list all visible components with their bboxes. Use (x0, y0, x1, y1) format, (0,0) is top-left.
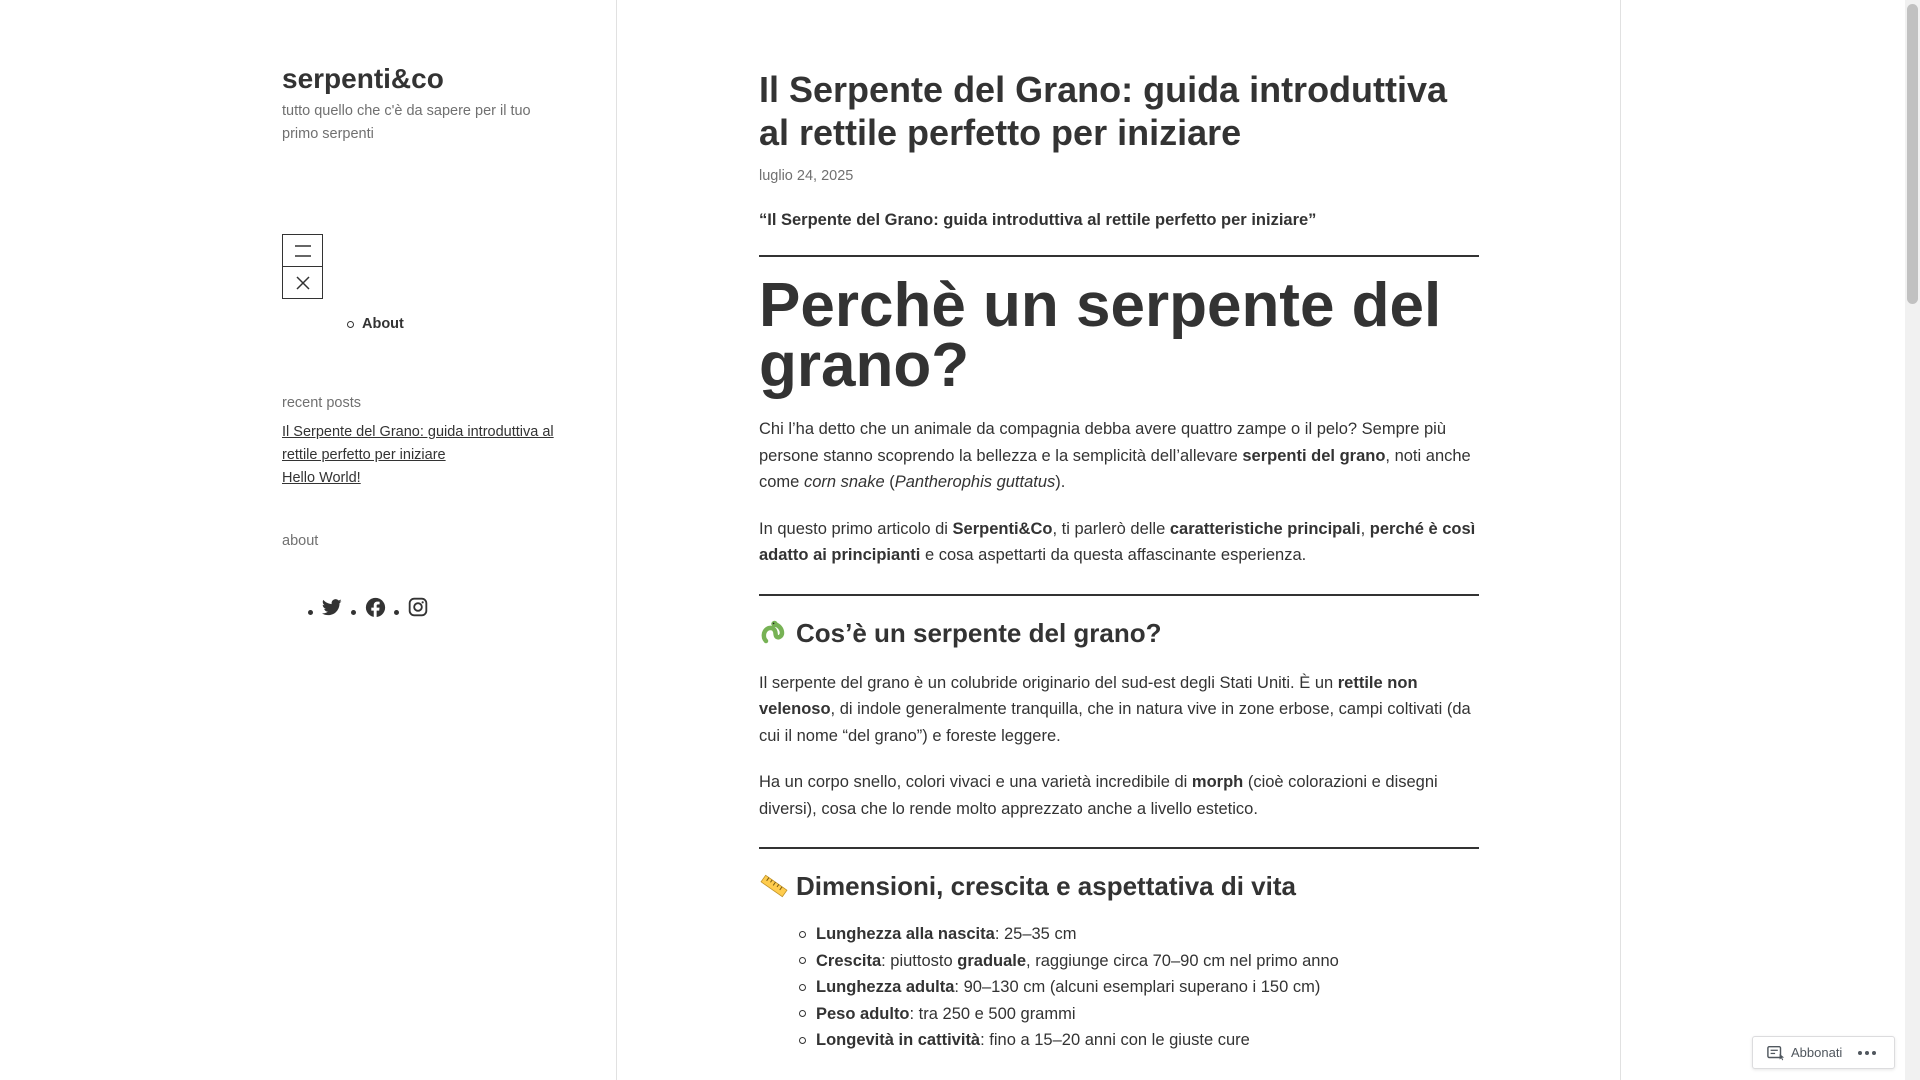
separator (759, 847, 1479, 849)
main-content (618, 0, 1621, 1080)
menu-close-button[interactable] (282, 266, 323, 299)
snake-emoji-icon (759, 618, 789, 648)
separator (759, 594, 1479, 596)
list-bullet (308, 610, 313, 615)
post-title: Il Serpente del Grano: guida introduttiva al rettile perfetto per iniziare (759, 69, 1448, 153)
subscribe-bar (1752, 1036, 1895, 1069)
paragraph: Chi l’ha detto che un animale da compagnia debba avere quattro zampe o il pelo? Sempre più persone stanno scoprendo la bellezza e la semplicità dell’allevare serpenti del grano, noti anche come corn snake (Pantherophis guttatus). (759, 420, 1471, 491)
list-bullet (351, 610, 356, 615)
section-heading-why: Perchè un serpente del grano? (759, 271, 1442, 400)
scrollbar-thumb[interactable] (1907, 4, 1918, 304)
paragraph: Ha un corpo snello, colori vivaci e una varietà incredibile di morph (cioè colorazioni e disegni diversi), cosa che lo rende molto apprezzato anche a livello estetico. (759, 773, 1438, 818)
facts-list (799, 921, 1479, 1054)
menu-open-button[interactable] (282, 234, 323, 267)
list-item: Lunghezza adulta: 90–130 cm (alcuni esemplari superano i 150 cm) (799, 974, 1479, 1001)
section-heading-what: Cos’è un serpente del grano? (759, 616, 1479, 650)
recent-posts-list (282, 421, 562, 490)
subscribe-button[interactable] (1753, 1037, 1842, 1068)
post-intro-quote: “Il Serpente del Grano: guida introduttiva al rettile perfetto per iniziare” (759, 211, 1317, 229)
close-icon (295, 275, 311, 291)
list-item: Peso adulto: tra 250 e 500 grammi (799, 1001, 1479, 1028)
twitter-icon[interactable] (321, 596, 343, 618)
list-bullet (394, 610, 399, 615)
page-scrollbar[interactable] (1905, 0, 1920, 1080)
post-article (759, 68, 1479, 1054)
social-links (300, 596, 429, 618)
recent-posts-title: recent posts (282, 395, 361, 411)
list-item: Crescita: piuttosto graduale, raggiunge circa 70–90 cm nel primo anno (799, 948, 1479, 975)
list-item: Longevità in cattività: fino a 15–20 anni con le giuste cure (799, 1027, 1479, 1054)
recent-post-link[interactable]: Hello World! (282, 470, 361, 486)
section-heading-size: Dimensioni, crescita e aspettativa di vita (759, 869, 1479, 903)
nav-item-about[interactable]: About (347, 316, 404, 332)
reader-icon (1767, 1045, 1785, 1061)
recent-post-link[interactable]: Il Serpente del Grano: guida introduttiva al rettile perfetto per iniziare (282, 424, 554, 463)
separator (759, 255, 1479, 257)
subscribe-label: Abbonati (1791, 1045, 1843, 1060)
instagram-icon[interactable] (407, 596, 429, 618)
post-date[interactable]: luglio 24, 2025 (759, 168, 854, 184)
more-options-icon[interactable] (1858, 1051, 1876, 1055)
site-title[interactable]: serpenti&co (282, 63, 444, 94)
paragraph: Il serpente del grano è un colubride originario del sud-est degli Stati Uniti. È un rettile non velenoso, di indole generalmente tranquilla, che in natura vive in zone erbose, campi coltivati (da cui il nome “del grano”) e foreste leggere. (759, 673, 1471, 745)
hamburger-icon (294, 245, 312, 257)
list-item: Lunghezza alla nascita: 25–35 cm (799, 921, 1479, 948)
site-description: tutto quello che c'è da sapere per il tuo primo serpenti (282, 103, 531, 142)
nav-menu (347, 316, 404, 332)
facebook-icon[interactable] (364, 596, 386, 618)
paragraph: In questo primo articolo di Serpenti&Co, ti parlerò delle caratteristiche principali, perché è così adatto ai principianti e cosa aspettarti da questa affascinante esperienza. (759, 519, 1476, 564)
sidebar (0, 0, 617, 1080)
ruler-emoji-icon (759, 871, 789, 901)
about-widget-title: about (282, 533, 319, 549)
